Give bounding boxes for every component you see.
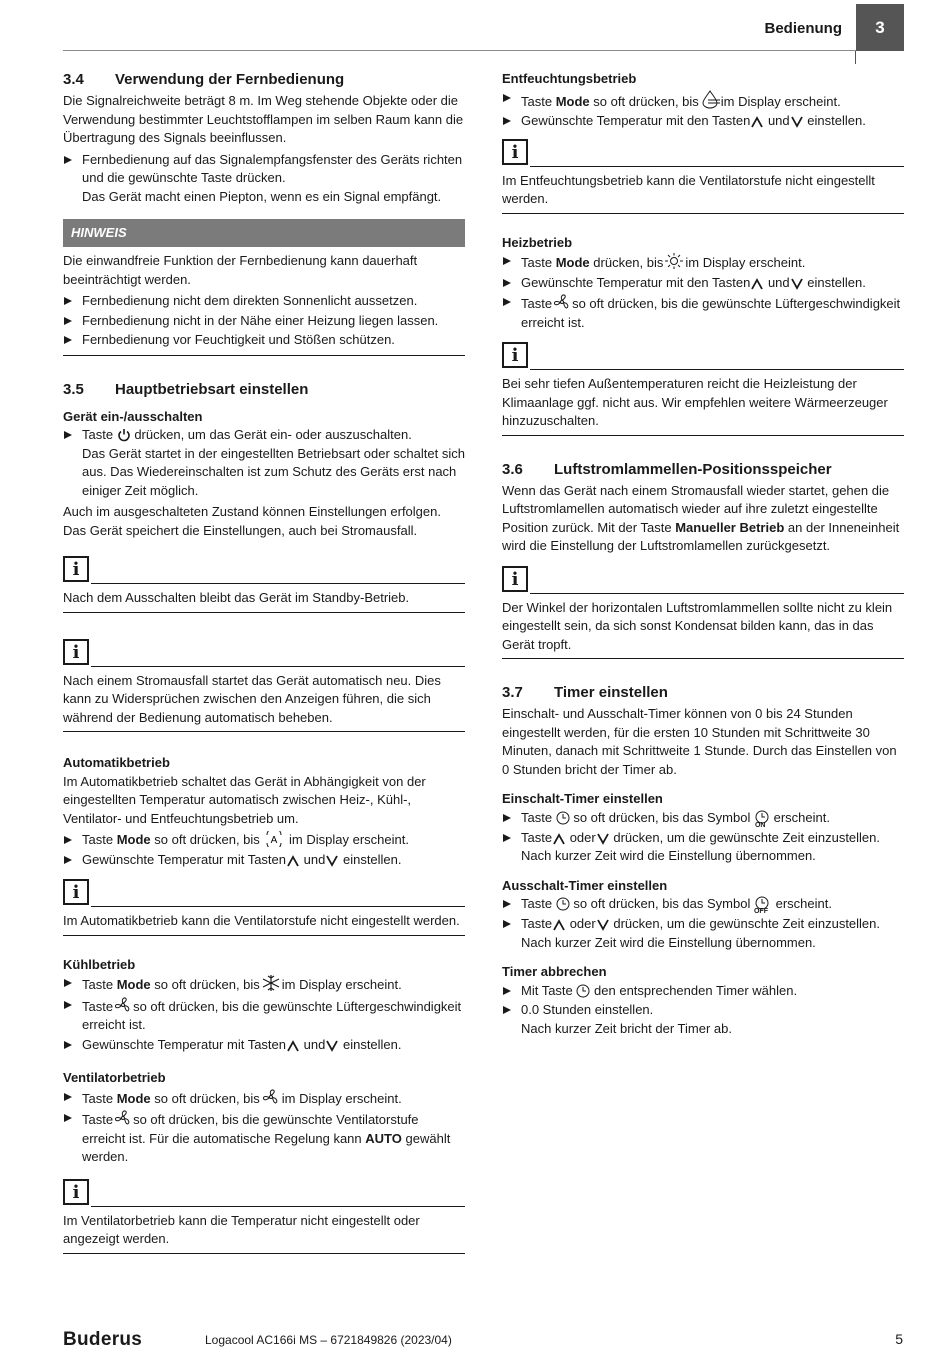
on-timer-heading: Einschalt-Timer einstellen xyxy=(502,791,663,806)
info-note: i Nach dem Ausschalten bleibt das Gerät im Standby-Betrieb. xyxy=(63,554,465,613)
brand-logo: Buderus xyxy=(63,1329,143,1350)
off-timer-heading: Ausschalt-Timer einstellen xyxy=(502,877,668,893)
auto-mode-icon xyxy=(263,831,285,847)
info-icon: i xyxy=(63,1179,89,1205)
header-rule xyxy=(63,50,856,51)
info-note: i Im Automatikbetrieb kann die Ventilatorstufe nicht eingestellt werden. xyxy=(63,877,465,936)
list-item: Taste Mode so oft drücken, bis im Display erscheint. xyxy=(63,1088,465,1109)
arrow-up-icon xyxy=(750,278,764,290)
arrow-up-icon xyxy=(286,855,300,867)
list-item: 0.0 Stunden einstellen. Nach kurzer Zeit bricht der Timer ab. xyxy=(502,1001,904,1038)
info-icon: i xyxy=(63,879,89,905)
sun-icon xyxy=(663,252,685,270)
arrow-down-icon xyxy=(325,855,339,867)
footer-document-info: Logacool AC166i MS – 6721849826 (2023/04) xyxy=(205,1333,452,1347)
hinweis-label: HINWEIS xyxy=(63,219,465,247)
cancel-timer-heading: Timer abbrechen xyxy=(502,964,607,979)
list-item: Taste so oft drücken, bis das Symbol OFF erscheint. xyxy=(502,895,904,914)
fan-icon xyxy=(113,996,133,1014)
right-column xyxy=(502,70,904,1041)
clock-icon xyxy=(556,897,570,911)
list-item: Gewünschte Temperatur mit den Tasten und einstellen. xyxy=(502,112,904,131)
list-item: Gewünschte Temperatur mit den Tasten und einstellen. xyxy=(502,274,904,293)
list-item: Taste so oft drücken, bis das Symbol ON erscheint. xyxy=(502,809,904,828)
list-item: Taste so oft drücken, bis die gewünschte Lüftergeschwindigkeit erreicht ist. xyxy=(63,996,465,1035)
list-item: Fernbedienung vor Feuchtigkeit und Stößen schützen. xyxy=(63,331,465,350)
droplet-icon xyxy=(699,89,721,109)
arrow-down-icon xyxy=(790,278,804,290)
left-column xyxy=(63,70,465,1254)
cool-heading: Kühlbetrieb xyxy=(63,956,136,972)
section-3-4-intro: Die Signalreichweite beträgt 8 m. Im Weg stehende Objekte oder die Verwendung bestimmter Leuchtstofflampen im selben Raum kann die Übertragung des Signals beeinflussen. xyxy=(63,93,464,145)
arrow-up-icon xyxy=(750,116,764,128)
list-item: Mit Taste den entsprechenden Timer wählen. xyxy=(502,982,904,1001)
arrow-up-icon xyxy=(552,919,566,931)
info-icon: i xyxy=(502,342,528,368)
list-item: Taste oder drücken, um die gewünschte Zeit einzustellen. Nach kurzer Zeit wird die Einstellung übernommen. xyxy=(502,829,904,866)
list-item: Taste Mode so oft drücken, bis im Display erscheint. xyxy=(502,89,904,112)
list-item: Fernbedienung auf das Signalempfangsfenster des Geräts richten und die gewünschte Taste drücken. Das Gerät macht einen Piepton, wenn es ein Signal empfängt. xyxy=(63,151,465,207)
list-item: Gewünschte Temperatur mit Tasten und einstellen. xyxy=(63,851,465,870)
arrow-down-icon xyxy=(596,919,610,931)
list-item: Fernbedienung nicht in der Nähe einer Heizung liegen lassen. xyxy=(63,312,465,331)
list-item: Taste so oft drücken, bis die gewünschte Ventilatorstufe erreicht ist. Für die automatische Regelung kann AUTO gewählt werden. xyxy=(63,1109,465,1167)
page-number: 5 xyxy=(895,1331,903,1347)
info-icon: i xyxy=(63,556,89,582)
list-item: Gewünschte Temperatur mit Tasten und einstellen. xyxy=(63,1036,465,1055)
clock-off-icon: OFF xyxy=(754,896,772,914)
header-tick xyxy=(855,51,856,64)
section-3-7-paragraph: Einschalt- und Ausschalt-Timer können von 0 bis 24 Stunden eingestellt werden, für die ersten 10 Stunden mit Schrittweite 30 Minuten, danach mit Schrittweite 1 Stunde. Durch das Einstellen von 0 Stunden bricht der Timer ab. xyxy=(502,706,897,777)
power-icon xyxy=(117,428,131,442)
section-3-6-paragraph: Wenn das Gerät nach einem Stromausfall wieder startet, gehen die Luftstromlamellen automatisch wieder auf ihre zuletzt eingestellte Position zurück. Mit der Taste Manueller Betrieb an der Inneneinheit wird die Einstellung der Luftstromlamellen zurückgesetzt. xyxy=(502,482,900,553)
info-note: i Nach einem Stromausfall startet das Gerät automatisch neu. Dies kann zu Widersprüchen zwischen den Anzeigen führen, die sich während der Bedienung automatisch beheben. xyxy=(63,637,465,733)
section-3-4-heading: 3.4 Verwendung der Fernbedienung xyxy=(63,71,345,88)
dry-heading: Entfeuchtungsbetrieb xyxy=(502,71,637,86)
info-note: i Der Winkel der horizontalen Luftstromlammellen sollte nicht zu klein eingestellt sein, da sich sonst Kondensat bilden kann, das in das Gerät tropft. xyxy=(502,564,904,660)
list-item: Taste so oft drücken, bis die gewünschte Lüftergeschwindigkeit erreicht ist. xyxy=(502,293,904,332)
section-3-5-heading: 3.5 Hauptbetriebsart einstellen xyxy=(63,380,309,398)
section-3-6-heading: 3.6 Luftstromlammellen-Positionsspeicher xyxy=(502,460,832,478)
fan-icon xyxy=(113,1109,133,1127)
arrow-down-icon xyxy=(790,116,804,128)
onoff-heading: Gerät ein-/ausschalten xyxy=(63,408,203,424)
hinweis-box xyxy=(63,219,465,356)
list-item: Taste Mode drücken, bis im Display erscheint. xyxy=(502,252,904,273)
clock-icon xyxy=(556,811,570,825)
list-item: Taste Mode so oft drücken, bis im Display erscheint. xyxy=(63,974,465,995)
heat-heading: Heizbetrieb xyxy=(502,234,573,250)
fan-icon xyxy=(552,293,572,311)
clock-icon xyxy=(576,984,590,998)
info-note: i Im Ventilatorbetrieb kann die Temperatur nicht eingestellt oder angezeigt werden. xyxy=(63,1177,465,1254)
snowflake-icon xyxy=(260,974,282,992)
list-item: Taste drücken, um das Gerät ein- oder auszuschalten. Das Gerät startet in der eingestellten Betriebsart oder schaltet sich aus. Das Wiedereinschalten ist zum Schutz des Geräts erst nach einiger Zeit möglich. xyxy=(63,426,465,500)
auto-heading: Automatikbetrieb xyxy=(63,755,170,770)
arrow-down-icon xyxy=(325,1040,339,1052)
info-icon: i xyxy=(63,639,89,665)
info-icon: i xyxy=(502,566,528,592)
list-item: Taste Mode so oft drücken, bis A im Display erscheint. xyxy=(63,831,465,850)
info-icon: i xyxy=(502,139,528,165)
info-note: i Bei sehr tiefen Außentemperaturen reicht die Heizleistung der Klimaanlage ggf. nicht aus. Wir empfehlen weitere Wärmeerzeuger hinzuzuschalten. xyxy=(502,340,904,436)
list-item: Fernbedienung nicht dem direkten Sonnenlicht aussetzen. xyxy=(63,292,465,311)
hinweis-text: Die einwandfreie Funktion der Fernbedienung kann dauerhaft beeinträchtigt werden. xyxy=(63,253,418,287)
info-note: i Im Entfeuchtungsbetrieb kann die Ventilatorstufe nicht eingestellt werden. xyxy=(502,137,904,214)
onoff-paragraph: Auch im ausgeschalteten Zustand können Einstellungen erfolgen. Das Gerät speichert die Einstellungen, auch bei Stromausfall. xyxy=(63,504,441,538)
list-item: Taste oder drücken, um die gewünschte Zeit einzustellen. Nach kurzer Zeit wird die Einstellung übernommen. xyxy=(502,915,904,952)
header-section-title: Bedienung xyxy=(764,20,842,37)
clock-on-icon: ON xyxy=(754,810,770,828)
chapter-number-badge: 3 xyxy=(856,4,904,51)
arrow-up-icon xyxy=(552,833,566,845)
fan-heading: Ventilatorbetrieb xyxy=(63,1070,166,1085)
fan-icon xyxy=(260,1088,282,1106)
svg-text:A: A xyxy=(271,835,278,846)
auto-paragraph: Im Automatikbetrieb schaltet das Gerät in Abhängigkeit von der eingestellten Temperatur automatisch zwischen Heiz-, Kühl-, Ventilator- und Entfeuchtungsbetrieb um. xyxy=(63,773,426,826)
arrow-up-icon xyxy=(286,1040,300,1052)
section-3-7-heading: 3.7 Timer einstellen xyxy=(502,684,668,701)
arrow-down-icon xyxy=(596,833,610,845)
